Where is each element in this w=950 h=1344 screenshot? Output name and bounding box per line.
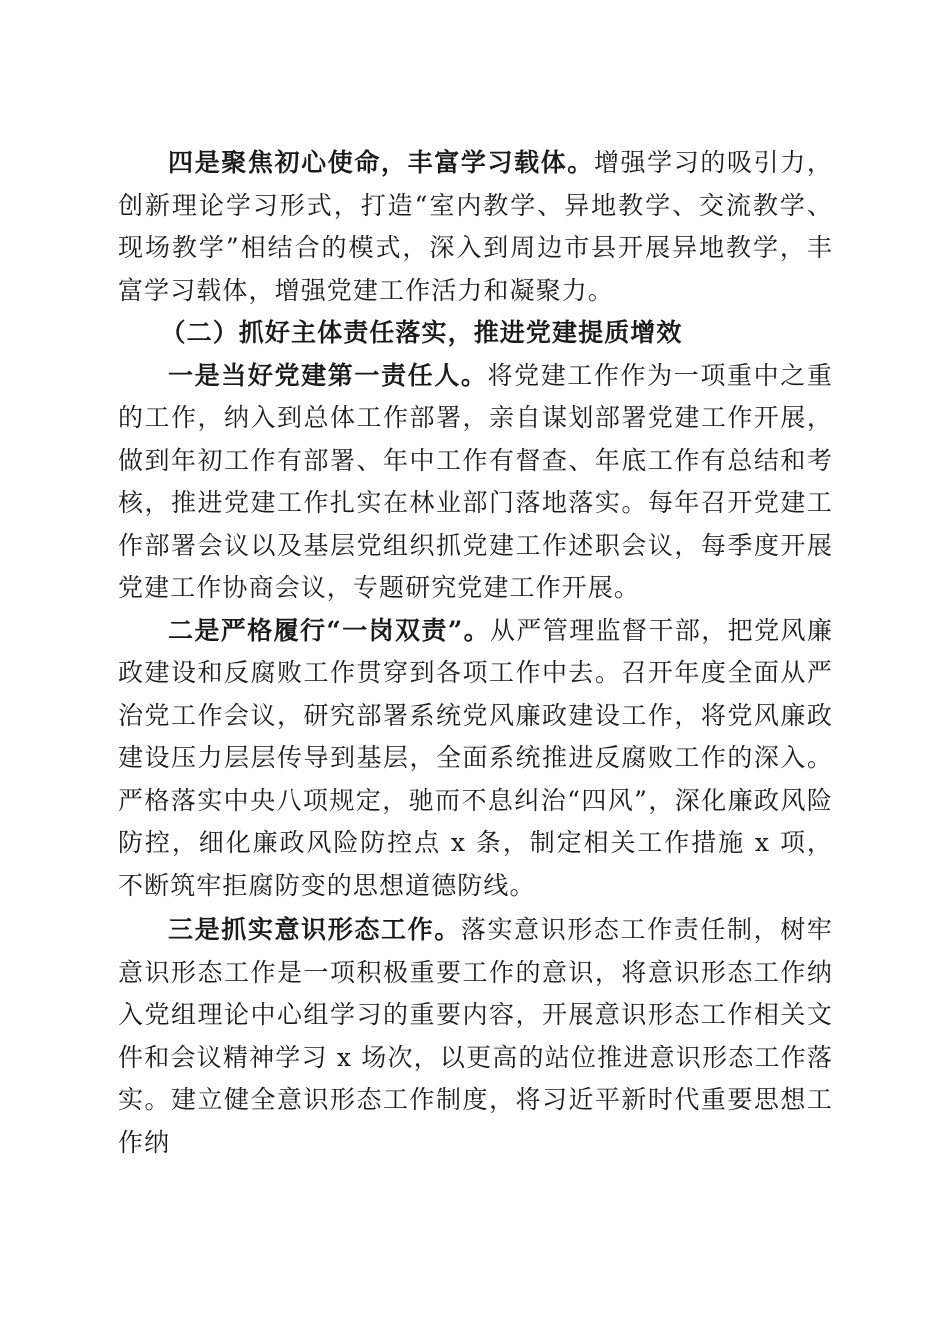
paragraph-one-responsibility	[118, 355, 833, 610]
paragraph-lead: 二是严格履行“一岗双责”。	[168, 615, 491, 645]
document-page	[118, 142, 833, 1164]
paragraph-four-focus	[118, 142, 833, 312]
paragraph-body: 增强学习的吸引力，创新理论学习形式，打造“室内教学、异地教学、交流教学、现场教学”相结合的模式，深入到周边市县开展异地教学，丰富学习载体，增强党建工作活力和凝聚力。	[118, 148, 833, 305]
paragraph-two-duties	[118, 610, 833, 908]
paragraph-body: 将党建工作作为一项重中之重的工作，纳入到总体工作部署，亲自谋划部署党建工作开展，做到年初工作有部署、年中工作有督查、年底工作有总结和考核，推进党建工作扎实在林业部门落地落实。每年召开党建工作部署会议以及基层党组织抓党建工作述职会议，每季度开展党建工作协商会议，专题研究党建工作开展。	[118, 360, 833, 602]
section-heading: （二）抓好主体责任落实，推进党建提质增效	[160, 318, 683, 347]
paragraph-body: 落实意识形态工作责任制，树牢意识形态工作是一项积极重要工作的意识，将意识形态工作纳入党组理论中心组学习的重要内容，开展意识形态工作相关文件和会议精神学习 x 场次，以更高的站位推进意识形态工作落实。建立健全意识形态工作制度，将习近平新时代重要思想工作纳	[118, 915, 833, 1157]
paragraph-body: 从严管理监督干部，把党风廉政建设和反腐败工作贯穿到各项工作中去。召开年度全面从严治党工作会议，研究部署系统党风廉政建设工作，将党风廉政建设压力层层传导到基层，全面系统推进反腐败工作的深入。严格落实中央八项规定，驰而不息纠治“四风”，深化廉政风险防控，细化廉政风险防控点 x 条，制定相关工作措施 x 项，不断筑牢拒腐防变的思想道德防线。	[118, 615, 833, 900]
paragraph-lead: 四是聚焦初心使命，丰富学习载体。	[168, 148, 594, 177]
paragraph-three-ideology	[118, 909, 833, 1164]
paragraph-lead: 三是抓实意识形态工作。	[168, 915, 461, 944]
paragraph-lead: 一是当好党建第一责任人。	[168, 360, 488, 390]
